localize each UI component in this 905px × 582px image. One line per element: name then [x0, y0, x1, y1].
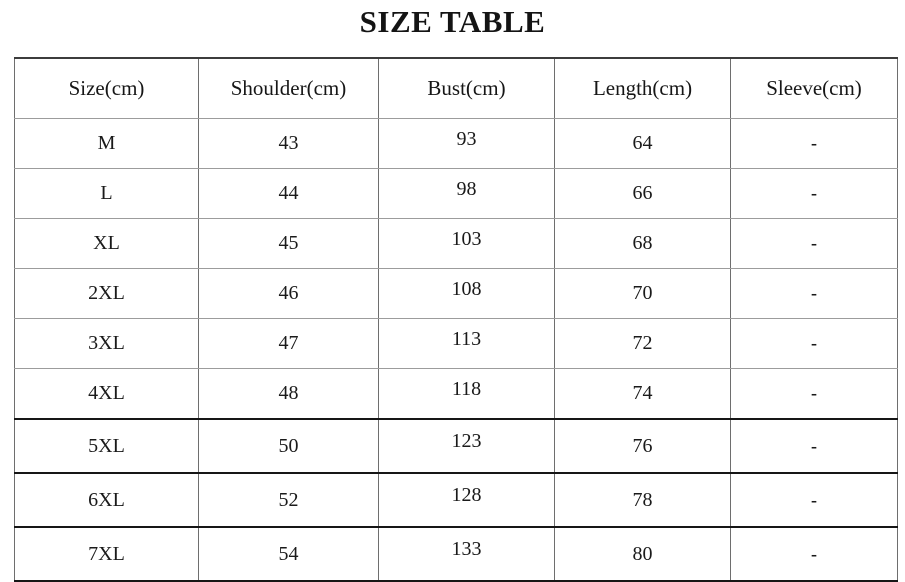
- cell-length: 70: [555, 269, 731, 319]
- cell-size: 5XL: [15, 419, 199, 473]
- cell-bust: 113: [379, 319, 555, 369]
- size-table: [14, 57, 898, 582]
- cell-sleeve: -: [731, 527, 898, 581]
- cell-length: 66: [555, 169, 731, 219]
- cell-length: 80: [555, 527, 731, 581]
- cell-bust: 123: [379, 419, 555, 473]
- cell-bust: 108: [379, 269, 555, 319]
- cell-sleeve: -: [731, 219, 898, 269]
- cell-size: M: [15, 119, 199, 169]
- cell-sleeve: -: [731, 419, 898, 473]
- table-row-7xl: [15, 527, 898, 581]
- cell-size: 7XL: [15, 527, 199, 581]
- cell-bust: 118: [379, 369, 555, 420]
- cell-bust: 93: [379, 119, 555, 169]
- column-header-bust: Bust(cm): [379, 58, 555, 119]
- cell-sleeve: -: [731, 169, 898, 219]
- cell-size: L: [15, 169, 199, 219]
- cell-length: 76: [555, 419, 731, 473]
- cell-length: 74: [555, 369, 731, 420]
- cell-size: 6XL: [15, 473, 199, 527]
- cell-length: 68: [555, 219, 731, 269]
- cell-shoulder: 43: [199, 119, 379, 169]
- column-header-size: Size(cm): [15, 58, 199, 119]
- cell-sleeve: -: [731, 473, 898, 527]
- cell-size: 2XL: [15, 269, 199, 319]
- cell-shoulder: 48: [199, 369, 379, 420]
- cell-size: 3XL: [15, 319, 199, 369]
- cell-shoulder: 50: [199, 419, 379, 473]
- cell-shoulder: 46: [199, 269, 379, 319]
- cell-bust: 103: [379, 219, 555, 269]
- cell-length: 64: [555, 119, 731, 169]
- size-table-page: [0, 4, 905, 582]
- table-row-4xl: [15, 369, 898, 420]
- cell-length: 78: [555, 473, 731, 527]
- cell-size: 4XL: [15, 369, 199, 420]
- column-header-sleeve: Sleeve(cm): [731, 58, 898, 119]
- cell-sleeve: -: [731, 269, 898, 319]
- cell-shoulder: 52: [199, 473, 379, 527]
- cell-shoulder: 45: [199, 219, 379, 269]
- cell-bust: 98: [379, 169, 555, 219]
- page-title: SIZE TABLE: [359, 4, 546, 39]
- cell-shoulder: 47: [199, 319, 379, 369]
- table-row-5xl: [15, 419, 898, 473]
- table-row-m: [15, 119, 898, 169]
- table-header-row: [15, 58, 898, 119]
- table-row-l: [15, 169, 898, 219]
- cell-sleeve: -: [731, 319, 898, 369]
- table-row-xl: [15, 219, 898, 269]
- column-header-shoulder: Shoulder(cm): [199, 58, 379, 119]
- cell-shoulder: 54: [199, 527, 379, 581]
- cell-shoulder: 44: [199, 169, 379, 219]
- cell-sleeve: -: [731, 119, 898, 169]
- cell-bust: 133: [379, 527, 555, 581]
- table-row-6xl: [15, 473, 898, 527]
- cell-size: XL: [15, 219, 199, 269]
- cell-bust: 128: [379, 473, 555, 527]
- cell-length: 72: [555, 319, 731, 369]
- table-row-2xl: [15, 269, 898, 319]
- table-row-3xl: [15, 319, 898, 369]
- cell-sleeve: -: [731, 369, 898, 420]
- column-header-length: Length(cm): [555, 58, 731, 119]
